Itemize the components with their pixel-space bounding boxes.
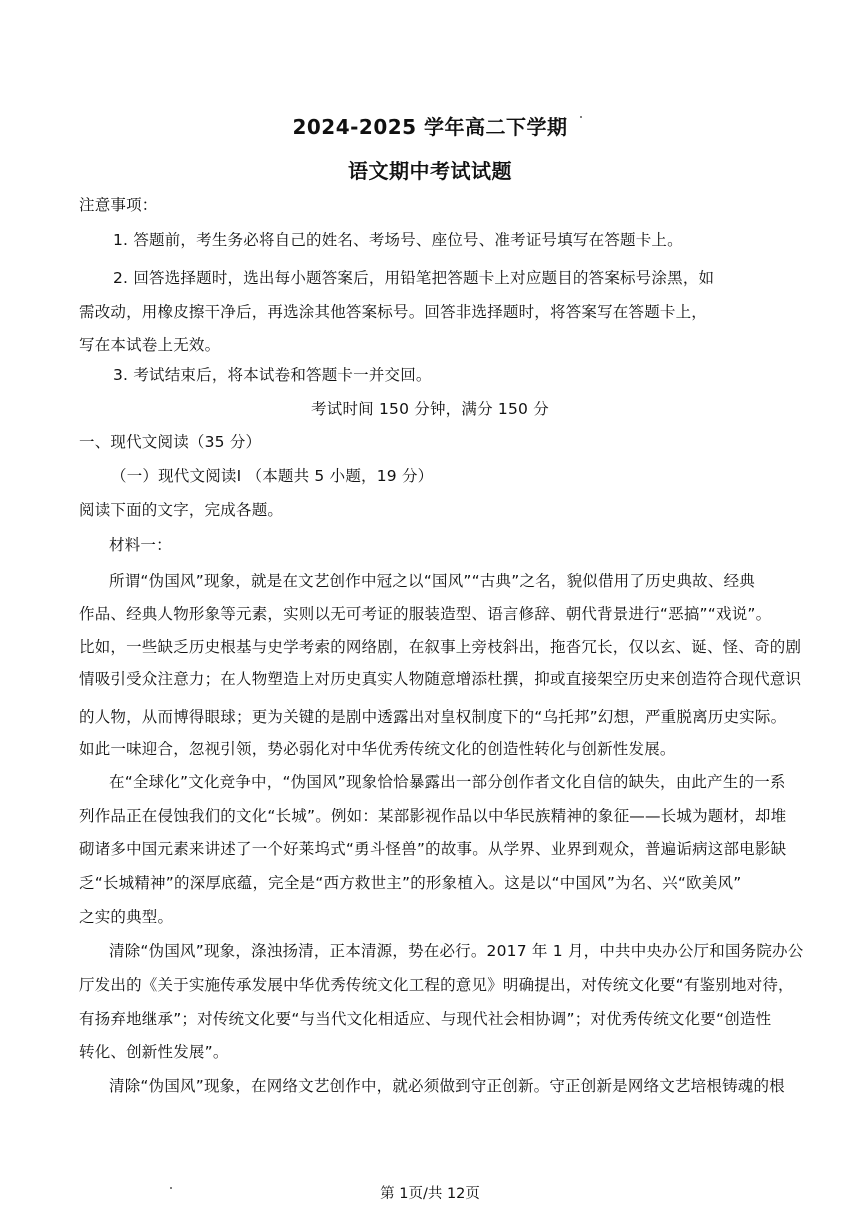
exam-title-line1: 2024-2025 学年高二下学期 xyxy=(292,115,568,139)
passage-line: 清除“伪国风”现象，涤浊扬清，正本清源，势在必行。2017 年 1 月，中共中央办公厅和国务院办公 xyxy=(109,942,804,960)
passage-line: 转化、创新性发展”。 xyxy=(79,1043,229,1061)
page-number: 第 1页/共 12页 xyxy=(380,1186,480,1202)
passage-line: 乏“长城精神”的深厚底蕴，完全是“西方救世主”的形象植入。这是以“中国风”为名、兴“欧美风” xyxy=(79,874,742,892)
passage-line: 情吸引受众注意力；在人物塑造上对历史真实人物随意增添杜撰，抑或直接架空历史来创造符合现代意识 xyxy=(79,670,802,688)
exam-title-line2: 语文期中考试试题 xyxy=(348,159,512,183)
passage-line: 在“全球化”文化竞争中，“伪国风”现象恰恰暴露出一部分创作者文化自信的缺失，由此产生的一系 xyxy=(109,773,786,791)
section-subheading: （一）现代文阅读Ⅰ （本题共 5 小题，19 分） xyxy=(111,467,434,485)
passage-line: 列作品正在侵蚀我们的文化“长城”。例如：某部影视作品以中华民族精神的象征——长城为题材，却堆 xyxy=(79,807,787,825)
notice-item-2-line-1: 2. 回答选择题时，选出每小题答案后，用铅笔把答题卡上对应题目的答案标号涂黑，如 xyxy=(113,269,715,287)
passage-line: 作品、经典人物形象等元素，实则以无可考证的服装造型、语言修辞、朝代背景进行“恶搞”“戏说”。 xyxy=(79,605,772,623)
passage-line: 之实的典型。 xyxy=(79,908,174,926)
notice-item-2-line-3: 写在本试卷上无效。 xyxy=(79,336,221,354)
passage-line: 有扬弃地继承”；对传统文化要“与当代文化相适应、与现代社会相协调”；对优秀传统文化要“创造性 xyxy=(79,1010,772,1028)
reading-instruction: 阅读下面的文字，完成各题。 xyxy=(79,501,284,519)
passage-line: 比如，一些缺乏历史根基与史学考索的网络剧，在叙事上旁枝斜出，拖沓冗长，仅以玄、诞、怪、奇的剧 xyxy=(79,638,802,656)
passage-line: 清除“伪国风”现象，在网络文艺创作中，就必须做到守正创新。守正创新是网络文艺培根铸魂的根 xyxy=(109,1077,785,1095)
passage-line: 厅发出的《关于实施传承发展中华优秀传统文化工程的意见》明确提出，对传统文化要“有鉴别地对待， xyxy=(79,976,794,994)
notice-item-1: 1. 答题前，考生务必将自己的姓名、考场号、座位号、准考证号填写在答题卡上。 xyxy=(113,231,683,249)
notice-heading: 注意事项： xyxy=(79,196,158,214)
passage-line: 如此一味迎合，忽视引领，势必弱化对中华优秀传统文化的创造性转化与创新性发展。 xyxy=(79,740,676,758)
passage-line: 所谓“伪国风”现象，就是在文艺创作中冠之以“国风”“古典”之名，貌似借用了历史典故、经典 xyxy=(109,572,755,590)
passage-line: 的人物，从而博得眼球；更为关键的是剧中透露出对皇权制度下的“乌托邦”幻想，严重脱离历史实际。 xyxy=(79,708,787,726)
exam-info: 考试时间 150 分钟，满分 150 分 xyxy=(311,400,549,418)
notice-item-3: 3. 考试结束后，将本试卷和答题卡一并交回。 xyxy=(113,366,432,384)
passage-line: 砌诸多中国元素来讲述了一个好莱坞式“勇斗怪兽”的故事。从学界、业界到观众，普遍诟病这部电影缺 xyxy=(79,840,787,858)
notice-item-2-line-2: 需改动，用橡皮擦干净后，再选涂其他答案标号。回答非选择题时，将答案写在答题卡上， xyxy=(79,303,708,321)
section-heading: 一、现代文阅读（35 分） xyxy=(79,433,262,451)
material-label: 材料一： xyxy=(109,536,172,554)
